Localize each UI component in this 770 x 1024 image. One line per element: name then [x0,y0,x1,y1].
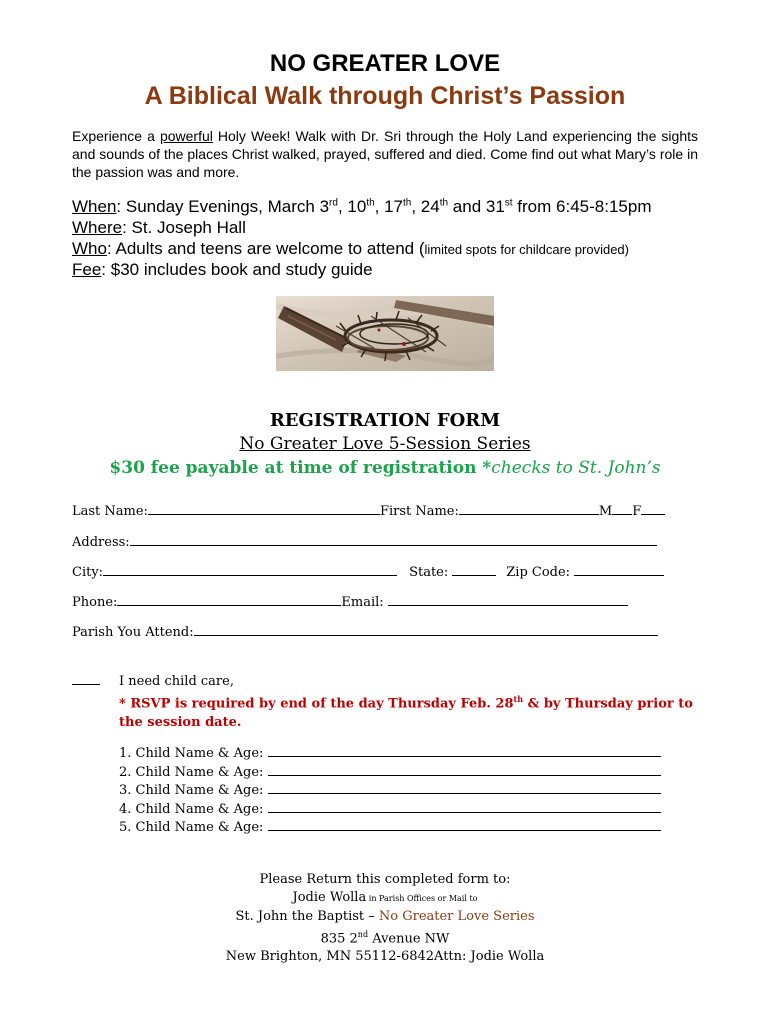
return-name-line: Jodie Wolla in Parish Offices or Mail to [292,890,478,905]
fee-notice: $30 fee payable at time of registration *checks to St. John’s [109,458,661,478]
return-city-line: New Brighton, MN 55112-6842Attn: Jodie Wolla [225,949,545,965]
address-row [72,533,657,550]
page-subtitle: A Biblical Walk through Christ’s Passion [144,82,626,110]
name-row [72,502,665,519]
child-row-1: 1. Child Name & Age: [119,744,661,763]
child-field-1[interactable] [268,744,661,757]
page-title: NO GREATER LOVE [269,50,501,77]
city-label: City: [72,565,104,580]
child-row-2: 2. Child Name & Age: [119,763,661,782]
who-line: Who: Adults and teens are welcome to attend (limited spots for childcare provided) [72,239,629,258]
parish-label: Parish You Attend: [72,625,194,640]
fee-line: Fee: $30 includes book and study guide [72,260,373,279]
male-label: M [598,504,613,519]
state-field[interactable] [452,563,496,576]
return-address [0,871,770,966]
first-name-label: First Name: [379,504,459,519]
rsvp-notice: * RSVP is required by end of the day Thursday Feb. 28th & by Thursday prior to the session date. [119,694,693,731]
childcare-row [72,672,234,689]
city-row [72,563,664,580]
child-row-4: 4. Child Name & Age: [119,800,661,819]
child-field-3[interactable] [268,781,661,794]
parish-row [72,623,658,640]
email-label: Email: [341,595,384,610]
zip-field[interactable] [574,563,664,576]
child-row-3: 3. Child Name & Age: [119,781,661,800]
state-label: State: [409,565,449,580]
city-field[interactable] [103,563,397,576]
childcare-label: I need child care, [119,674,234,689]
last-name-field[interactable] [148,502,380,515]
return-street-line: 835 2nd Avenue NW [320,930,450,947]
female-field[interactable] [641,502,665,515]
first-name-field[interactable] [459,502,599,515]
male-field[interactable] [612,502,632,515]
intro-paragraph: Experience a powerful Holy Week! Walk with Dr. Sri through the Holy Land experiencing the sights and sounds of the places Christ walked, prayed, suffered and died. Come find out what Mary’s role in the passion was and more. [72,128,698,180]
email-field[interactable] [388,593,628,606]
phone-label: Phone: [72,595,118,610]
phone-row [72,593,628,610]
intro-powerful: powerful [159,128,213,144]
childcare-checkbox-line[interactable] [72,672,100,685]
address-field[interactable] [130,533,657,546]
where-line: Where: St. Joseph Hall [72,218,246,237]
return-instructions: Please Return this completed form to: [259,872,511,887]
crown-of-thorns-photo [276,296,494,371]
parish-field[interactable] [194,623,658,636]
registration-form-title: REGISTRATION FORM [269,410,501,431]
when-line: When: Sunday Evenings, March 3rd, 10th, 17th, 24th and 31st from 6:45-8:15pm [72,197,652,216]
return-parish-line: St. John the Baptist – No Greater Love Series [235,909,535,924]
series-title: No Greater Love 5-Session Series [239,434,531,454]
last-name-label: Last Name: [72,504,148,519]
child-field-4[interactable] [268,800,661,813]
children-list [119,744,661,837]
address-label: Address: [72,535,130,550]
child-field-2[interactable] [268,763,661,776]
female-label: F [632,504,642,519]
child-row-5: 5. Child Name & Age: [119,818,661,837]
child-field-5[interactable] [268,818,661,831]
zip-label: Zip Code: [506,565,571,580]
phone-field[interactable] [117,593,341,606]
